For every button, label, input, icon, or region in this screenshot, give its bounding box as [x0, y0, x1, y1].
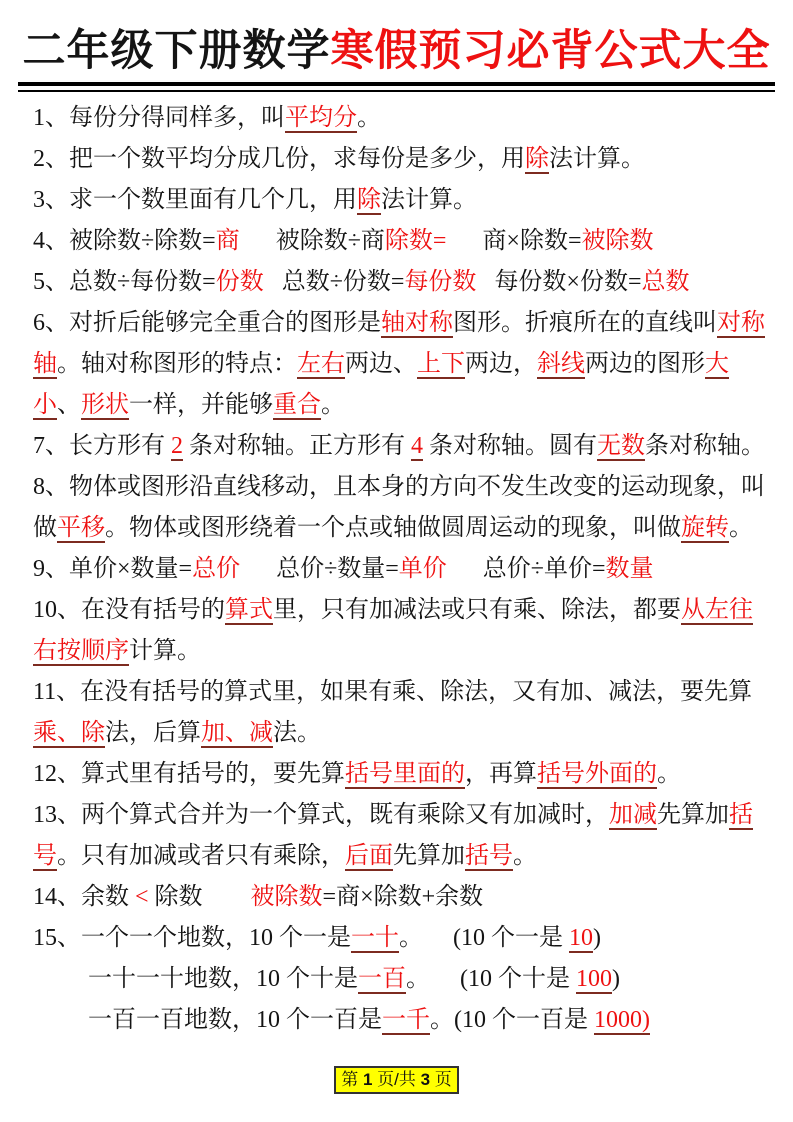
text-segment: 6、对折后能够完全重合的图形是	[33, 310, 381, 336]
text-segment: 。 (10 个一是	[399, 925, 569, 951]
text-segment: 总价÷单价=	[446, 556, 606, 582]
text-segment: 页	[430, 1070, 452, 1089]
text-segment: 。	[513, 843, 537, 869]
text-segment: 2、把一个数平均分成几份，求每份是多少，用	[33, 146, 525, 172]
text-segment: 第	[341, 1070, 363, 1089]
text-segment: 。 (10 个十是	[406, 966, 576, 992]
text-segment: 数量	[605, 556, 654, 582]
text-segment: 无数	[597, 433, 645, 459]
text-segment: 括号	[465, 843, 513, 869]
text-segment: )	[612, 966, 620, 992]
text-segment: 每份数×份数=	[476, 269, 642, 295]
list-item	[33, 426, 767, 467]
list-item	[33, 221, 767, 262]
text-segment: 11、在没有括号的算式里，如果有乘、除法，又有加、减法，要先算	[33, 679, 753, 705]
text-segment: 。	[657, 761, 681, 787]
title-red-part: 寒假预习必背公式大全	[330, 28, 771, 75]
text-segment: 除数=	[384, 228, 447, 254]
text-segment: 总价	[192, 556, 241, 582]
text-segment: =商×除数+余数	[322, 884, 484, 910]
list-item	[33, 754, 767, 795]
text-segment: 条对称轴。圆有	[423, 433, 597, 459]
text-segment: 形状	[81, 392, 129, 418]
page-number-badge	[334, 1066, 459, 1094]
text-segment: 计算。	[129, 638, 201, 664]
text-segment: 4	[411, 433, 423, 459]
list-item	[33, 262, 767, 303]
list-item	[33, 795, 767, 877]
text-segment: 份数	[215, 269, 264, 295]
list-item	[33, 180, 767, 221]
text-segment: 1、每份分得同样多，叫	[33, 105, 285, 131]
text-segment: 轴对称	[381, 310, 453, 336]
page-title	[18, 26, 775, 78]
list-item	[33, 877, 767, 918]
text-segment: 从左往右按顺序	[33, 597, 753, 664]
text-segment: 一十一十地数，10 个十是	[88, 966, 358, 992]
text-segment: 。	[729, 515, 753, 541]
text-segment: 3	[420, 1070, 431, 1089]
document-content	[0, 92, 793, 1041]
text-segment: 7、长方形有	[33, 433, 171, 459]
text-segment: 。	[357, 105, 381, 131]
text-segment: 100	[576, 966, 612, 992]
text-segment: 5、总数÷每份数=	[33, 269, 216, 295]
text-segment: 斜线	[537, 351, 585, 377]
title-double-divider	[18, 82, 775, 92]
list-item	[33, 549, 767, 590]
text-segment: 法计算。	[381, 187, 477, 213]
text-segment: 8、物体或图形沿直线移动，且本身的方向不发生改变的运动现象，叫做	[33, 474, 765, 541]
text-segment: 1000)	[594, 1007, 650, 1033]
text-segment: 括号外面的	[537, 761, 657, 787]
text-segment: 单价	[398, 556, 447, 582]
text-segment: 加、减	[201, 720, 273, 746]
text-segment: 先算加	[393, 843, 465, 869]
text-segment: 对称轴	[33, 310, 765, 377]
text-segment: 重合	[273, 392, 321, 418]
text-segment: 总数÷份数=	[263, 269, 405, 295]
text-segment: 10、在没有括号的	[33, 597, 225, 623]
text-segment: 法，后算	[105, 720, 201, 746]
text-segment: 一百一百地数，10 个一百是	[88, 1007, 382, 1033]
text-segment: 先算加	[657, 802, 729, 828]
text-segment: 加减	[609, 802, 657, 828]
list-item	[33, 918, 767, 959]
text-segment: 12、算式里有括号的，要先算	[33, 761, 345, 787]
text-segment: 1	[362, 1070, 373, 1089]
list-item	[33, 1000, 767, 1041]
list-item	[33, 98, 767, 139]
text-segment: 里，只有加减法或只有乘、除法，都要	[273, 597, 681, 623]
text-segment: 。轴对称图形的特点：	[57, 351, 297, 377]
text-segment: ，再算	[465, 761, 537, 787]
text-segment: 大小	[33, 351, 729, 418]
text-segment: 商	[215, 228, 240, 254]
text-segment: 除	[525, 146, 549, 172]
text-segment: 两边，	[465, 351, 537, 377]
text-segment: 平移	[57, 515, 105, 541]
text-segment: 4、被除数÷除数=	[33, 228, 216, 254]
text-segment: 一千	[382, 1007, 430, 1033]
text-segment: 被除数	[250, 884, 323, 910]
text-segment: 两边、	[345, 351, 417, 377]
text-segment: 图形。折痕所在的直线叫	[453, 310, 717, 336]
list-item	[33, 959, 767, 1000]
text-segment: 总价÷数量=	[240, 556, 399, 582]
text-segment: 一样，并能够	[129, 392, 273, 418]
text-segment: 上下	[417, 351, 465, 377]
text-segment: 2	[171, 433, 183, 459]
text-segment: 法计算。	[549, 146, 645, 172]
text-segment: 被除数÷商	[239, 228, 385, 254]
text-segment: 被除数	[581, 228, 654, 254]
text-segment: 9、单价×数量=	[33, 556, 193, 582]
text-segment: 每份数	[404, 269, 477, 295]
text-segment: 一十	[351, 925, 399, 951]
text-segment: 页/共	[372, 1070, 421, 1089]
text-segment: 15、一个一个地数，10 个一是	[33, 925, 351, 951]
text-segment: 除	[357, 187, 381, 213]
text-segment: 乘、除	[33, 720, 105, 746]
text-segment: 除数	[148, 884, 251, 910]
text-segment: 括号	[33, 802, 753, 869]
list-item	[33, 467, 767, 549]
list-item	[33, 139, 767, 180]
text-segment: 总数	[641, 269, 690, 295]
text-segment: 14、余数	[33, 884, 135, 910]
text-segment: 旋转	[681, 515, 729, 541]
text-segment: 。(10 个一百是	[430, 1007, 594, 1033]
text-segment: 商×除数=	[446, 228, 582, 254]
text-segment: 条对称轴。正方形有	[183, 433, 411, 459]
text-segment: 后面	[345, 843, 393, 869]
text-segment: 3、求一个数里面有几个几，用	[33, 187, 357, 213]
text-segment: 。	[321, 392, 345, 418]
text-segment: 一百	[358, 966, 406, 992]
text-segment: 法。	[273, 720, 321, 746]
text-segment: 两边的图形	[585, 351, 705, 377]
text-segment: 条对称轴。	[645, 433, 765, 459]
text-segment: 。只有加减或者只有乘除，	[57, 843, 345, 869]
text-segment: )	[593, 925, 601, 951]
text-segment: 13、两个算式合并为一个算式，既有乘除又有加减时，	[33, 802, 609, 828]
text-segment: 括号里面的	[345, 761, 465, 787]
text-segment: 算式	[225, 597, 273, 623]
text-segment: <	[135, 884, 149, 910]
page-footer	[0, 1066, 793, 1094]
text-segment: 。物体或图形绕着一个点或轴做圆周运动的现象，叫做	[105, 515, 681, 541]
title-black-part: 二年级下册数学	[22, 28, 331, 75]
text-segment: 平均分	[285, 105, 357, 131]
list-item	[33, 303, 767, 426]
text-segment: 10	[569, 925, 593, 951]
list-item	[33, 590, 767, 672]
text-segment: 左右	[297, 351, 345, 377]
list-item	[33, 672, 767, 754]
text-segment: 、	[57, 392, 81, 418]
